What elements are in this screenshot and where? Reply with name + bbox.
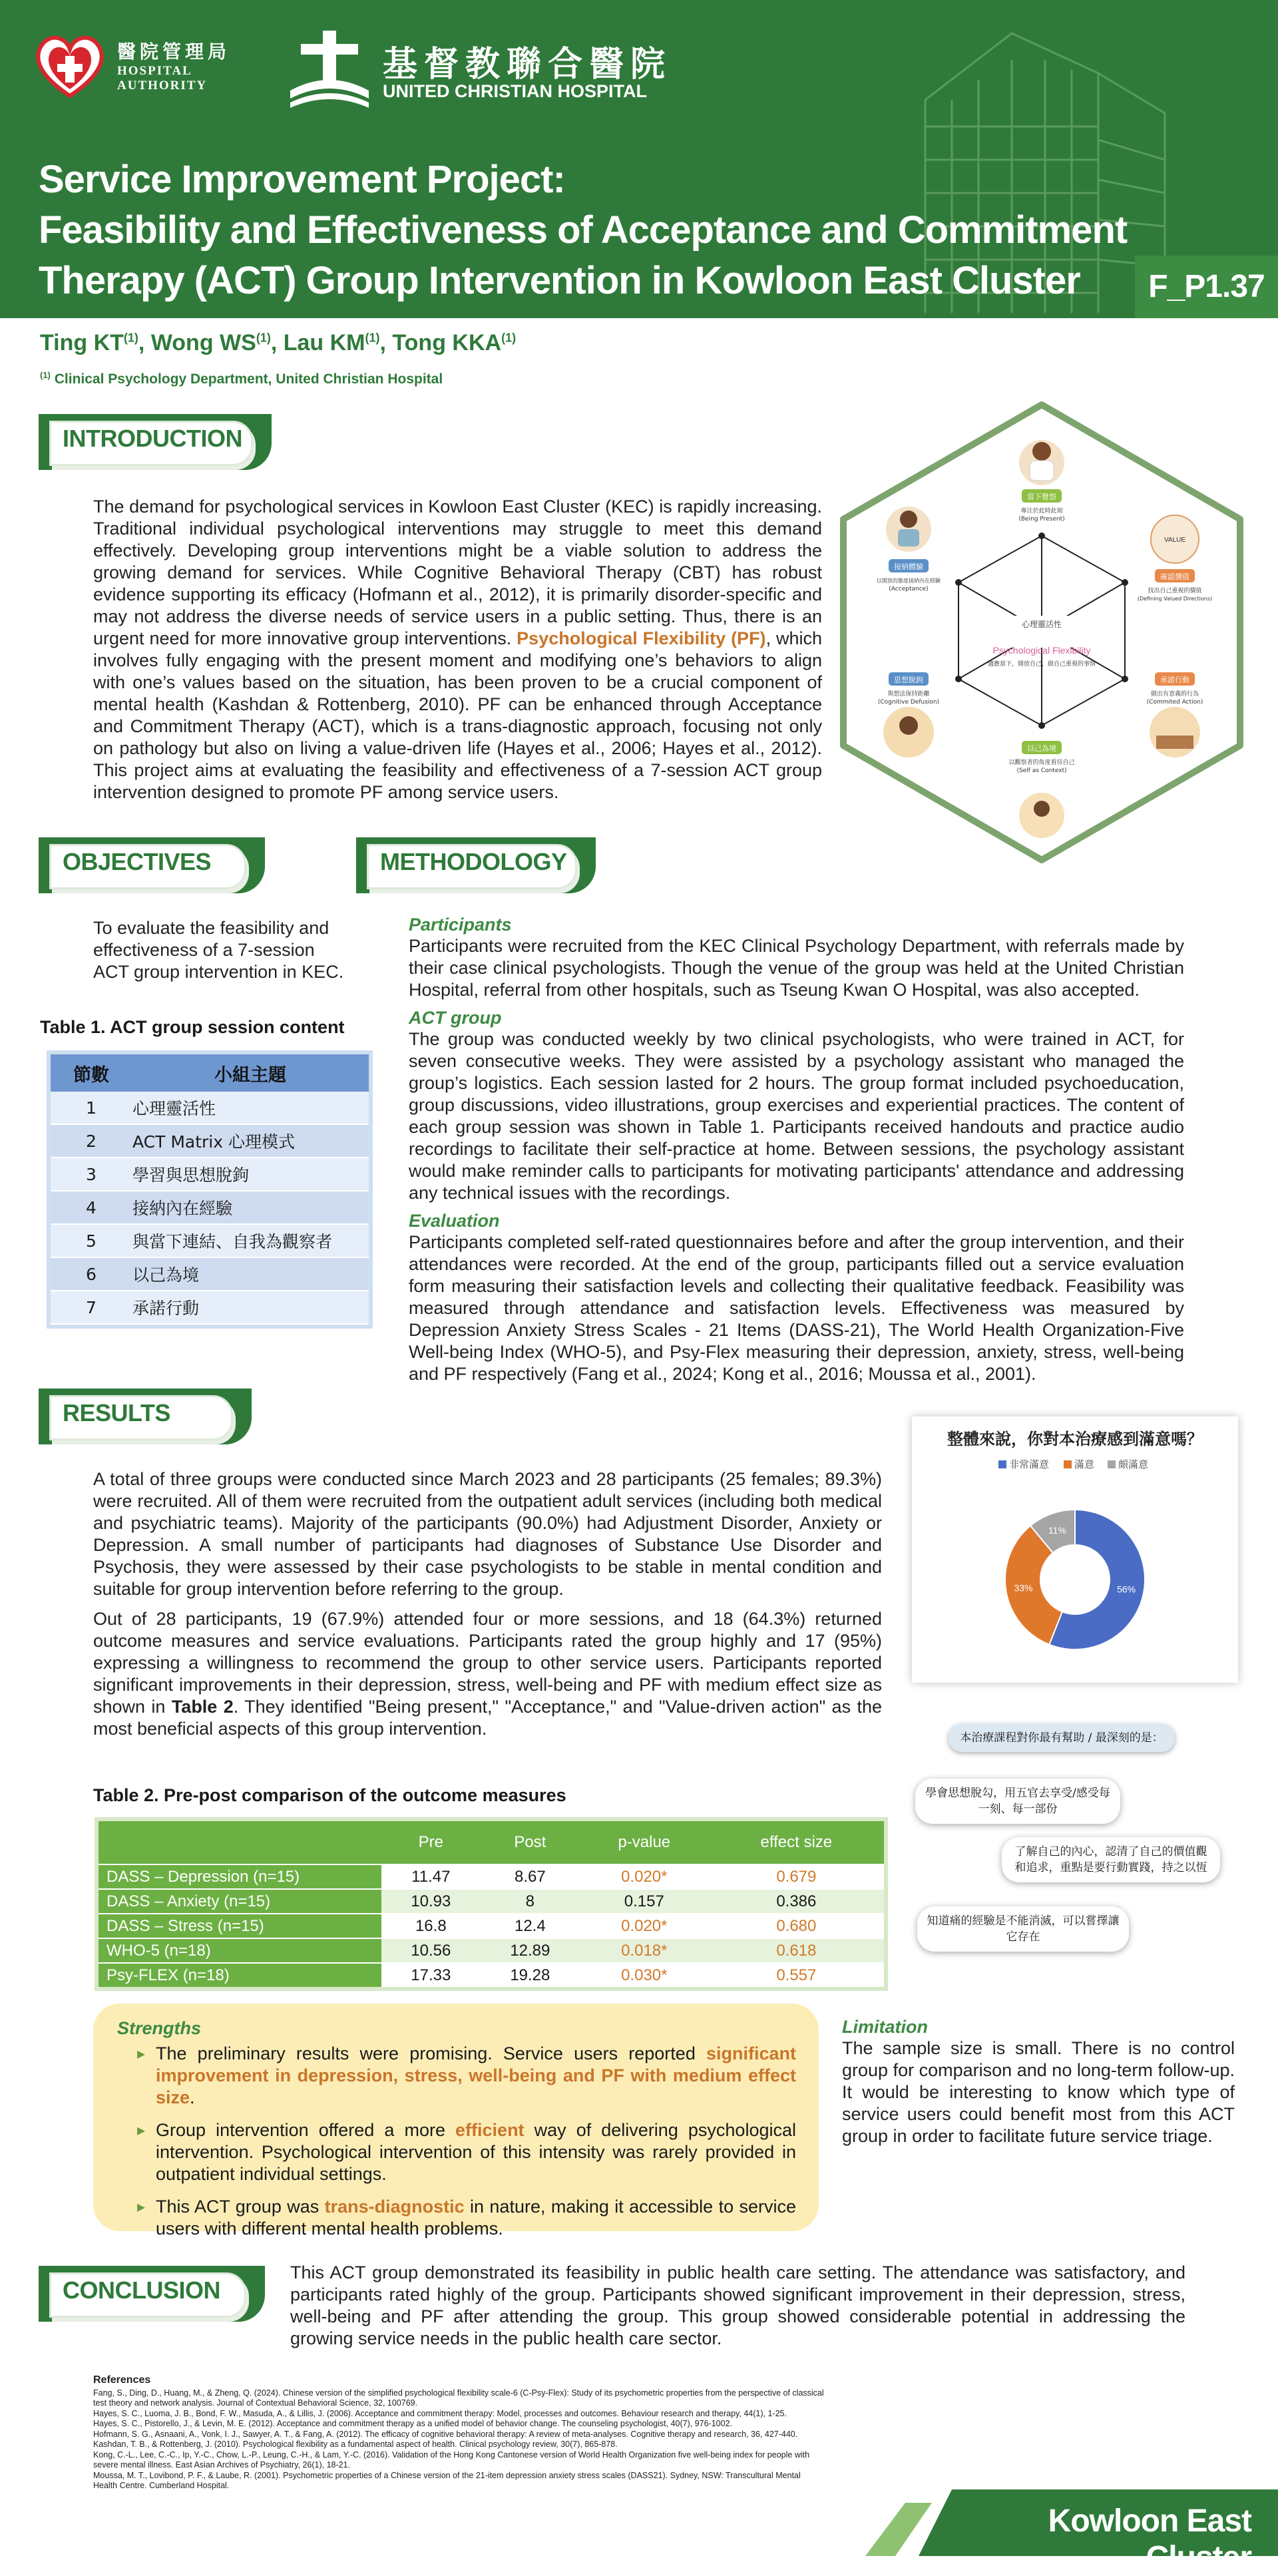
poster-title [39, 154, 1130, 306]
ha-heart-icon [33, 29, 106, 103]
objectives-text: To evaluate the feasibility and effectiveness of a 7-session ACT group intervention in KEC. [93, 918, 344, 982]
table2-cell-measure: DASS – Anxiety (n=15) [99, 1889, 381, 1914]
hexaflex-diagram [835, 399, 1248, 865]
table1-title: Table 1. ACT group session content [40, 1017, 345, 1037]
table1-cell-topic: 接納內在經驗 [132, 1191, 369, 1224]
table2-cell-pvalue: 0.018* [580, 1938, 709, 1963]
table2-header-pvalue: p-value [580, 1821, 709, 1864]
table2-cell-pvalue: 0.157 [580, 1889, 709, 1914]
table2-cell-post: 12.89 [481, 1938, 580, 1963]
affil-mark-4: (1) [501, 331, 517, 345]
strength-3-end: in nature, making it accessible to service users with different mental health problems. [156, 2197, 796, 2239]
table2-header-measure [99, 1821, 381, 1864]
table-row [51, 1224, 369, 1257]
table-row [51, 1291, 369, 1324]
arrow-right-icon: ▸ [137, 2121, 146, 2139]
reference-item: Fang, S., Ding, D., Huang, M., & Zheng, Q. (2024). Chinese version of the simplified psychological flexibility scale-6 (C-Psy-Flex): Study of its psychometric properties from the perspective of classical test theory and network analysis. Journal of Contextual Behavioral Science, 32, 100769. [93, 2388, 824, 2408]
table1-session-content [47, 1050, 373, 1329]
hex-center-zh: 心理靈活性 [1021, 620, 1062, 629]
reference-item: Kong, C.-L., Lee, C.-C., Ip, Y.-C., Chow, L.-P., Leung, C.-H., & Lam, Y.-C. (2016). Validation of the Hong Kong Cantonese version of World Health Organization five well-being index for people with severe mental illness. East Asian Archives of Psychiatry, 26(1), 18-21. [93, 2450, 810, 2469]
table1-header-topic: 小組主題 [132, 1054, 369, 1092]
results-table2-ref: Table 2 [171, 1697, 234, 1717]
table-row [51, 1124, 369, 1158]
title-line-1: Service Improvement Project: [39, 158, 565, 201]
table1-cell-topic: 心理靈活性 [132, 1092, 369, 1124]
author-3: Lau KM [283, 330, 365, 355]
table2-cell-effect: 0.680 [709, 1914, 884, 1938]
table2-cell-effect: 0.557 [709, 1963, 884, 1987]
intro-part-1: The demand for psychological services in Kowloon East Cluster (KEC) is rapidly increasing. Traditional individual psychological interventions may struggle to meet this demand effectively. Developing group interventions might be a viable solution to address the growing demand for services. While Cognitive Behavioral Therapy (CBT) has robust evidence supporting its efficacy (Hofmann et al., 2012), it is primarily disorder-specific and may not address the diverse needs of service users in a public setting. Thus, there is an urgent need for more innovative group interventions. [93, 497, 822, 648]
hospital-authority-logo [33, 29, 233, 103]
hex-en-self-as-context: (Self as Context) [1016, 767, 1067, 774]
illustration-acceptance [886, 507, 931, 552]
arrow-right-icon: ▸ [137, 2045, 146, 2063]
objectives-heading [39, 837, 265, 896]
table2-header-pre: Pre [381, 1821, 481, 1864]
table1-cell-topic: ACT Matrix 心理模式 [132, 1124, 369, 1158]
table-row [99, 1864, 884, 1889]
table2-cell-pvalue: 0.020* [580, 1864, 709, 1889]
table1-cell-session: 4 [51, 1191, 132, 1224]
reference-item: Hofmann, S. G., Asnaani, A., Vonk, I. J., Sawyer, A. T., & Fang, A. (2012). The efficacy of cognitive behavioral therapy: A review of meta-analyses. Cognitive therapy and research, 36, 427-440. [93, 2429, 798, 2439]
intro-part-2: , which involves fully engaging with the present moment and modifying one’s behaviors to align with one’s values based on the situation, has been proven to be a crucial component of mental health (Kashdan & Rottenberg, 2010). PF can be enhanced through Acceptance and Commitment Therapy (ACT), which is a trans-diagnostic approach, focusing not only on pathology but also on living a value-driven life (Hayes et al., 2006; Hayes et al., 2012). This project aims at evaluating the feasibility and effectiveness of a 7-session ACT group intervention designed to promote PF among service users. [93, 628, 822, 802]
table1-cell-session: 7 [51, 1291, 132, 1324]
conclusion-label: CONCLUSION [63, 2276, 220, 2304]
feedback-bubble-2: 了解自己的內心，認清了自己的價值觀和追求，重點是要行動實踐，持之以恆 [1002, 1837, 1220, 1882]
table2-cell-pre: 11.47 [381, 1864, 481, 1889]
conclusion-text: This ACT group demonstrated its feasibility in public health care setting. The attendance was satisfactory, and participants rated highly of the group. Participants showed significant improvement in their depression, stress, well-being and PF after attending the group. This group showed considerable potential in addressing the growing service needs in the public health care sector. [290, 2262, 1185, 2348]
hex-tag-being-present: 當下覺察 [1027, 493, 1056, 501]
table2-cell-measure: DASS – Depression (n=15) [99, 1864, 381, 1889]
strength-1-text: The preliminary results were promising. Service users reported [156, 2043, 706, 2063]
methodology-label: METHODOLOGY [380, 848, 567, 875]
affil-mark: (1) [40, 370, 51, 380]
title-line-3: Therapy (ACT) Group Intervention in Kowloon East Cluster [39, 259, 1080, 302]
strengths-heading: Strengths [117, 2018, 202, 2038]
author-1: Ting KT [40, 330, 124, 355]
table2-cell-post: 8 [481, 1889, 580, 1914]
table1-cell-session: 5 [51, 1224, 132, 1257]
ha-chinese-name: 醫院管理局 [117, 41, 231, 63]
reference-item: Kashdan, T. B., & Rottenberg, J. (2010). Psychological flexibility as a fundamental aspect of health. Clinical psychology review, 30(7), 865-878. [93, 2440, 618, 2449]
introduction-heading [39, 414, 272, 473]
feedback-question: 本治療課程對你最有幫助 / 最深刻的是： [949, 1724, 1175, 1752]
strength-2-end: way of delivering psychological intervention. Psychological intervention of this intensity was rarely provided in outpatient individual settings. [156, 2120, 796, 2184]
table2-cell-pvalue: 0.020* [580, 1914, 709, 1938]
affiliation-text: Clinical Psychology Department, United Christian Hospital [54, 371, 443, 387]
strength-3-highlight: trans-diagnostic [324, 2197, 465, 2217]
strength-2-text: Group intervention offered a more [156, 2120, 456, 2140]
methodology-heading [356, 837, 596, 896]
affil-mark-2: (1) [256, 331, 271, 345]
legend-swatch [1108, 1460, 1116, 1468]
table1-cell-session: 2 [51, 1124, 132, 1158]
reference-item: Moussa, M. T., Lovibond, P. F., & Laube, R. (2001). Psychometric properties of a Chinese version of the 21-item depression anxiety stress scales (DASS21). Sydney, NSW: Transcultural Mental Health Centre. Cumberland Hospital. [93, 2470, 801, 2490]
hex-desc-acceptance: 以開放的態度接納內在經驗 [877, 578, 941, 584]
strength-item [117, 2119, 796, 2185]
results-paragraph-2 [93, 1608, 882, 1740]
table2-cell-effect: 0.679 [709, 1864, 884, 1889]
hex-desc-defusion: 與想法保持距離 [887, 691, 930, 698]
table2-cell-pvalue: 0.030* [580, 1963, 709, 1987]
feedback-bubble-1: 學會思想脫勾，用五官去享受/感受每一刻、每一部份 [915, 1779, 1120, 1824]
table-row [99, 1963, 884, 1987]
legend-label: 頗滿意 [1118, 1458, 1149, 1470]
evaluation-heading: Evaluation [409, 1211, 500, 1231]
author-4: Tong KKA [392, 330, 502, 355]
table1-cell-topic: 學習與思想脫鉤 [132, 1158, 369, 1191]
table-row [51, 1191, 369, 1224]
table-row [99, 1938, 884, 1963]
reference-item: Hayes, S. C., Pistorello, J., & Levin, M. E. (2012). Acceptance and commitment therapy as a unified model of behavior change. The counseling psychologist, 40(7), 976-1002. [93, 2419, 733, 2428]
conclusion-heading [39, 2266, 265, 2324]
results-p2-c: . They identified "Being present," "Acceptance," and "Value-driven action" as the most beneficial aspects of this group intervention. [93, 1697, 882, 1739]
satisfaction-donut-svg [912, 1416, 1238, 1683]
table2-cell-pre: 10.93 [381, 1889, 481, 1914]
illustration-defusion [883, 707, 934, 757]
hex-en-committed-action: (Commited Action) [1146, 699, 1203, 706]
strength-item [117, 2196, 796, 2240]
objectives-label: OBJECTIVES [63, 848, 212, 875]
donut-data-label: 11% [1048, 1525, 1066, 1536]
svg-text:VALUE: VALUE [1164, 537, 1186, 544]
hex-desc-committed-action: 做出有意義的行為 [1150, 691, 1199, 698]
hex-desc-being-present: 專注於此時此刻 [1020, 508, 1063, 515]
act-group-heading: ACT group [409, 1008, 502, 1028]
references-heading: References [93, 2374, 151, 2386]
uch-english-name: UNITED CHRISTIAN HOSPITAL [383, 81, 647, 101]
affiliation [40, 370, 443, 387]
table-row [51, 1092, 369, 1124]
strengths-box [93, 2004, 819, 2239]
hex-en-acceptance: (Acceptance) [889, 586, 929, 592]
title-line-2: Feasibility and Effectiveness of Acceptance and Commitment [39, 208, 1128, 252]
hex-tag-defusion: 思想脫鉤 [894, 676, 923, 684]
hex-center-en: Psychological Flexibility [992, 645, 1091, 656]
strength-2-highlight: efficient [455, 2120, 525, 2140]
ha-english-name-2: AUTHORITY [117, 79, 208, 93]
table2-cell-measure: DASS – Stress (n=15) [99, 1914, 381, 1938]
table2-header-post: Post [481, 1821, 580, 1864]
introduction-text [93, 496, 822, 803]
donut-data-label: 33% [1014, 1582, 1033, 1594]
table1-cell-session: 3 [51, 1158, 132, 1191]
table1-header-session: 節數 [51, 1054, 132, 1092]
author-2: Wong WS [150, 330, 256, 355]
hex-tag-acceptance: 接納體驗 [894, 562, 923, 571]
hex-en-values: (Defining Valued Directions) [1137, 596, 1213, 602]
legend-label: 非常滿意 [1009, 1458, 1050, 1470]
table2-outcome-measures [95, 1817, 888, 1991]
satisfaction-chart [912, 1416, 1238, 1683]
table-row [99, 1914, 884, 1938]
results-label: RESULTS [63, 1399, 170, 1426]
participants-text: Participants were recruited from the KEC Clinical Psychology Department, with referrals made by their case clinical psychologists. Though the venue of the group was held at the United Christian Hospital, referral from other hospitals, such as Tseung Kwan O Hospital, was also accepted. [409, 936, 1184, 1000]
hex-desc-values: 找出自己重視的價值 [1148, 588, 1202, 594]
affil-mark-3: (1) [365, 331, 380, 345]
table-row [51, 1257, 369, 1291]
hex-tag-values: 確認價值 [1160, 572, 1189, 581]
table1-cell-session: 1 [51, 1092, 132, 1124]
table-row [51, 1158, 369, 1191]
table2-cell-pre: 16.8 [381, 1914, 481, 1938]
illustration-committed-action [1150, 707, 1200, 757]
strength-item [117, 2043, 796, 2109]
limitation-text: The sample size is small. There is no control group for comparison and no long-term follow-up. It would be interesting to know which type of service users could benefit most from this ACT group in order to facilitate future service triage. [842, 2038, 1235, 2146]
ha-english-name-1: HOSPITAL [117, 64, 192, 78]
hex-en-being-present: (Being Present) [1018, 516, 1065, 523]
table2-cell-measure: WHO-5 (n=18) [99, 1938, 381, 1963]
illustration-being-present [1019, 440, 1064, 485]
table2-header-effect: effect size [709, 1821, 884, 1864]
illustration-self-as-context [1019, 793, 1064, 838]
table2-cell-pre: 10.56 [381, 1938, 481, 1963]
results-text [93, 1468, 882, 1740]
table1-cell-topic: 承諾行動 [132, 1291, 369, 1324]
table2-cell-effect: 0.618 [709, 1938, 884, 1963]
legend-label: 滿意 [1074, 1458, 1095, 1470]
act-group-text: The group was conducted weekly by two clinical psychologists, who were trained in ACT, for seven consecutive weeks. They were assisted by a psychology assistant who managed the group’s logistics. Each session lasted for 2 hours. The group format included psychoeducation, group discussions, video illustrations, group exercises and experiential practices. The content of each group session was shown in Table 1. Participants received handouts and practice audio recordings to facilitate their self-practice at home. Between sessions, the psychology assistant would make reminder calls to participants for motivating participants' attendance and addressing any technical issues with the recordings. [409, 1029, 1184, 1203]
feedback-bubble-3: 知道痛的經驗是不能消滅，可以嘗擇讓它存在 [917, 1906, 1129, 1952]
footer-cluster-name: Kowloon East Cluster [1048, 2503, 1251, 2575]
united-christian-hospital-logo [286, 29, 686, 109]
hex-tag-self-as-context: 以己為境 [1027, 744, 1056, 753]
results-paragraph-1: A total of three groups were conducted since March 2023 and 28 participants (25 females; 89.3%) were recruited. All of them were recruited from the outpatient adult services (including both medical and psychiatric teams). Majority of the participants (90.0%) had Adjustment Disorder, Anxiety or Depression. A small number of participants had diagnoses of Substance Use Disorder and Psychosis, they were assessed by their case psychologists to be stable in mental condition and suitable for group intervention before referring to the group. [93, 1469, 882, 1599]
strengths-list [117, 2043, 796, 2240]
strength-3-text: This ACT group was [156, 2197, 325, 2217]
author-list: Ting KT$^{(1)}$, Wong WS$^{(1)}$, Lau KM$^{(1)}$, Tong KKA$^{(1)}$ [40, 330, 517, 355]
table1-cell-topic: 以己為境 [132, 1257, 369, 1291]
hex-desc-self-as-context: 以觀察者的角度看待自己 [1008, 759, 1075, 766]
table-row [99, 1889, 884, 1914]
participants-heading: Participants [409, 915, 512, 935]
table2-cell-post: 12.4 [481, 1914, 580, 1938]
evaluation-text: Participants completed self-rated questionnaires before and after the group intervention, and their attendances were recorded. At the end of the group, participants filled out a service evaluation form measuring their satisfaction levels and collecting their qualitative feedback. Feasibility was measured through attendance and satisfaction levels. Effectiveness was measured by Depression Anxiety Stress Scales - 21 Items (DASS-21), The World Health Organization-Five Well-being Index (WHO-5), and Psy-Flex measuring their depression, anxiety, stress, well-being and PF respectively (Fang et al., 2024; Kong et al., 2016; Moussa et al., 2001). [409, 1232, 1184, 1384]
strength-1-highlight: significant improvement in depression, stress, well-being and PF with medium effect size [156, 2043, 796, 2107]
introduction-label: INTRODUCTION [63, 425, 242, 452]
hex-center-desc: 適應當下，開放自己，做自己重視的事情 [987, 661, 1096, 668]
table2-cell-measure: Psy-FLEX (n=18) [99, 1963, 381, 1987]
table2-cell-effect: 0.386 [709, 1889, 884, 1914]
cross-icon [286, 29, 373, 109]
references [93, 2375, 825, 2491]
illustration-values [1151, 515, 1199, 563]
legend-swatch [1064, 1460, 1072, 1468]
limitation-block [842, 2017, 1235, 2147]
table2-cell-post: 19.28 [481, 1963, 580, 1987]
arrow-right-icon: ▸ [137, 2198, 146, 2216]
table2-title: Table 2. Pre-post comparison of the outcome measures [93, 1785, 566, 1805]
legend-swatch [998, 1460, 1006, 1468]
table1-cell-topic: 與當下連結、自我為觀察者 [132, 1224, 369, 1257]
affil-mark-1: (1) [123, 331, 138, 345]
uch-chinese-name: 基督教聯合醫院 [383, 45, 672, 85]
reference-item: Hayes, S. C., Luoma, J. B., Bond, F. W., Masuda, A., & Lillis, J. (2006). Acceptance and commitment therapy: Model, processes and outcomes. Behaviour research and therapy, 44(1), 1-25. [93, 2408, 787, 2418]
poster-code: F_P1.37 [1135, 256, 1278, 318]
results-heading [39, 1389, 252, 1447]
intro-pf-highlight: Psychological Flexibility (PF) [517, 628, 766, 648]
strength-1-end: . [190, 2087, 195, 2107]
limitation-heading: Limitation [842, 2017, 928, 2037]
donut-data-label: 56% [1117, 1584, 1136, 1595]
results-p2-a: Out of 28 participants, 19 (67.9%) attended four or more sessions, and 18 (64.3%) returned outcome measures and service evaluations. Participants rated the group highly and 17 (95%) expressing a willingness to recommend the group to other service users. Participants reported significant improvements in their depression, stress, well-being and PF with medium effect size as shown in [93, 1609, 882, 1717]
table2-cell-pre: 17.33 [381, 1963, 481, 1987]
table2-cell-post: 8.67 [481, 1864, 580, 1889]
methodology-body [409, 915, 1184, 1385]
hex-en-defusion: (Cognitive Defusion) [877, 699, 940, 706]
chart-title: 整體來說，你對本治療感到滿意嗎？ [947, 1430, 1203, 1448]
table1-cell-session: 6 [51, 1257, 132, 1291]
hex-tag-committed-action: 承諾行動 [1160, 676, 1189, 684]
